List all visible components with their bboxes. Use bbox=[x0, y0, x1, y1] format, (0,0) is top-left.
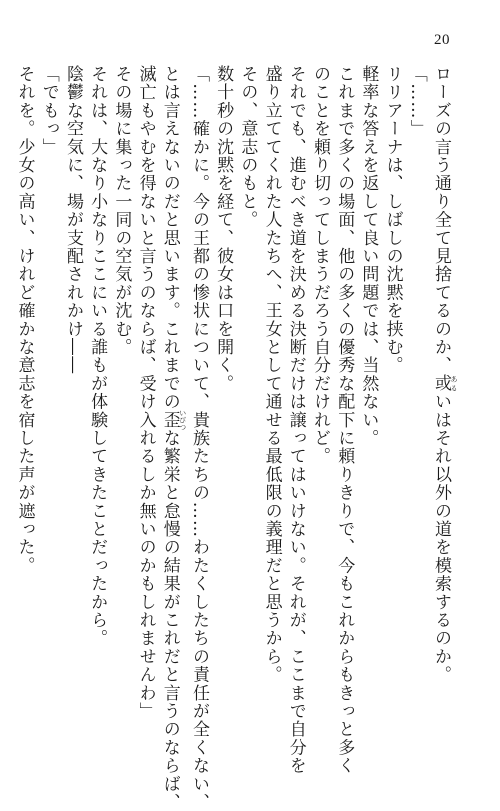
text-line: 盛り立ててくれた人たちへ、王女として通せる最低限の義理だと思うから。 bbox=[261, 65, 282, 684]
text-line: 「……」 bbox=[406, 65, 427, 138]
text-line: のことを頼り切ってしまうだろう自分だけれど。 bbox=[309, 65, 330, 466]
text-line: その場に集った一同の空気が沈む。 bbox=[111, 65, 132, 357]
text-line: それでも、進むべき道を決める決断だけは譲ってはいけない。それが、ここまで自分を bbox=[285, 65, 306, 775]
text-line: ローズの言う通り全て見捨てるのか、或 あるいはそれ以外の道を模索するのか。 bbox=[431, 65, 458, 684]
text-line: 「……確かに。今の王都の惨状について、貴族たちの……わたくしたちの責任が全くない、 bbox=[188, 65, 209, 811]
text-line: 「でもっ」 bbox=[38, 65, 59, 156]
text-line: それを。少女の高い、けれど確かな意志を宿した声が遮った。 bbox=[14, 65, 35, 575]
ruby-annotation: 歪 いびつ bbox=[159, 409, 187, 431]
text-line: 滅亡もやむを得ないと言うのならば、受け入れるしか無いのかもしれませんわ」 bbox=[135, 65, 156, 721]
ruby-annotation: 或 ある bbox=[431, 374, 458, 393]
text-line: その、意志のもと。 bbox=[237, 65, 258, 229]
text-line: これまで多くの場面、他の多くの優秀な配下に頼りきりで、今もこれからもきっと多く bbox=[334, 65, 355, 775]
text-line: 数十秒の沈黙を経て、彼女は口を開く。 bbox=[213, 65, 234, 393]
page-number: 20 bbox=[434, 32, 450, 48]
text-line: 陰鬱な空気に、場が支配されかけ―― bbox=[62, 65, 83, 375]
text-line: リリアーナは、しばしの沈黙を挟む。 bbox=[382, 65, 403, 375]
text-line: とは言えないのだと思います。これまでの歪 いびつな繁栄と怠慢の結果がこれだと言うのならば、 bbox=[159, 65, 187, 811]
text-line: 軽率な答えを返して良い問題では、当然ない。 bbox=[358, 65, 379, 448]
text-line: それは、大なり小なりここにいる誰もが体験してきたことだったから。 bbox=[87, 65, 108, 648]
body-text bbox=[14, 65, 458, 811]
